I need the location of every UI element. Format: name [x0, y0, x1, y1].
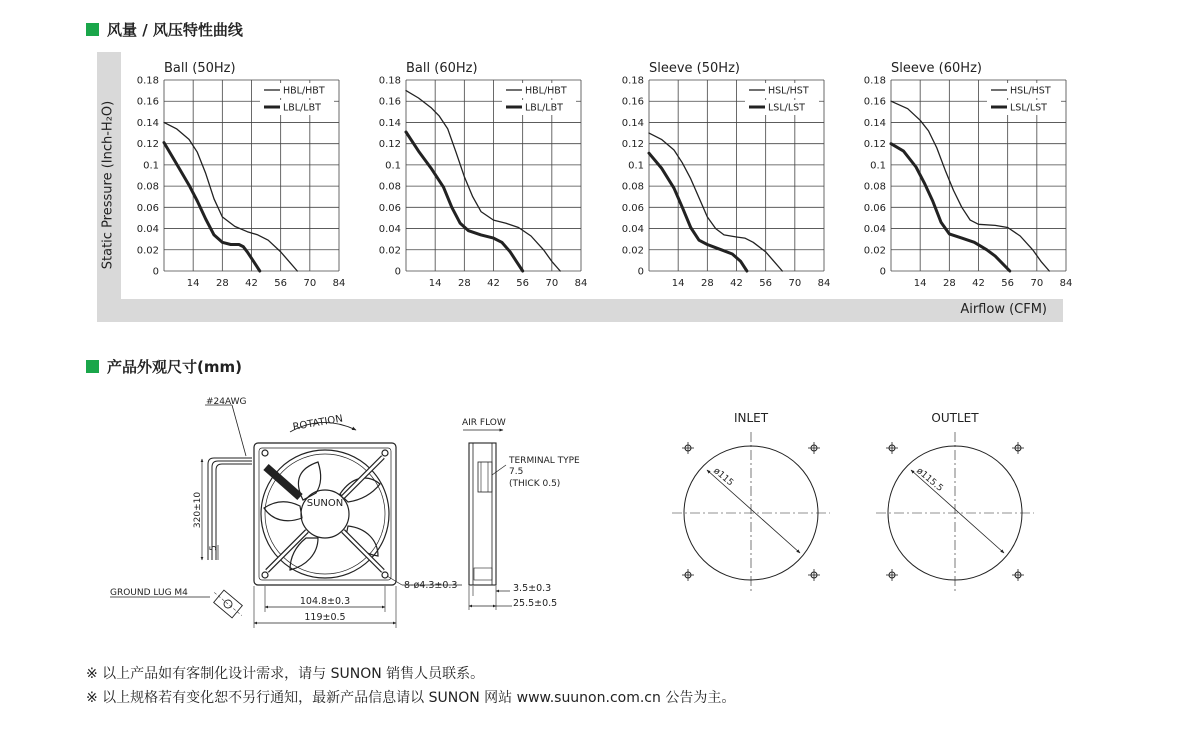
y-tick-label: 0.02 [136, 245, 159, 257]
outlet-diameter-label: ø115.5 [914, 466, 945, 494]
chart-title: Ball (60Hz) [406, 61, 478, 76]
ground-lug [209, 586, 247, 621]
x-tick-label: 14 [428, 278, 442, 289]
x-tick-label: 84 [332, 278, 346, 289]
y-tick-label: 0.18 [378, 75, 401, 87]
hole-spacing-label: 104.8±0.3 [299, 596, 351, 607]
terminal-type-line2: 7.5 [509, 467, 524, 477]
y-tick-label: 0.14 [863, 117, 886, 129]
x-tick-label: 14 [671, 278, 685, 289]
dims-section-title-text: 产品外观尺寸(mm) [107, 358, 242, 376]
y-tick-label: 0.12 [136, 139, 159, 151]
legend-label: HBL/HBT [283, 85, 325, 97]
x-tick-label: 14 [186, 278, 200, 289]
inlet-diameter-line [707, 470, 800, 553]
y-tick-label: 0.14 [621, 117, 644, 129]
legend-label: HSL/HST [1010, 85, 1051, 97]
y-tick-label: 0.18 [136, 75, 159, 87]
flange-thickness-label: 3.5±0.3 [513, 583, 552, 594]
side-foot [474, 568, 492, 580]
x-tick-label: 56 [516, 278, 530, 289]
x-tick-label: 56 [274, 278, 288, 289]
chart-title: Ball (50Hz) [164, 61, 236, 76]
depth-label: 25.5±0.5 [513, 598, 558, 609]
y-tick-label: 0.16 [863, 96, 886, 108]
x-tick-label: 70 [545, 278, 559, 289]
y-tick-label: 0.04 [863, 224, 886, 236]
x-tick-label: 70 [1030, 278, 1044, 289]
fan-blade [264, 502, 302, 521]
legend-label: HBL/HBT [525, 85, 567, 97]
x-tick-label: 28 [942, 278, 956, 289]
inlet-view [672, 432, 830, 594]
x-tick-label: 84 [574, 278, 588, 289]
brand-label: SUNON [306, 498, 344, 509]
x-tick-label: 28 [457, 278, 471, 289]
y-tick-label: 0.16 [378, 96, 401, 108]
x-tick-label: 14 [913, 278, 927, 289]
legend-label: LBL/LBT [525, 102, 563, 114]
x-tick-label: 28 [700, 278, 714, 289]
y-tick-label: 0 [879, 266, 886, 278]
lead-wire [208, 458, 252, 560]
mounting-hole [262, 572, 268, 578]
y-tick-label: 0.12 [621, 139, 644, 151]
y-tick-label: 0.04 [621, 224, 644, 236]
x-tick-label: 70 [303, 278, 317, 289]
rotation-label: ROTATION [291, 413, 344, 434]
x-tick-label: 84 [817, 278, 831, 289]
ground-lug-label: GROUND LUG M4 [110, 588, 188, 598]
inlet-label: INLET [733, 411, 769, 425]
hole-spec-label: 8-ø4.3±0.3 [404, 580, 458, 591]
terminal-type-line3: (THICK 0.5) [509, 479, 561, 489]
y-axis-label: Static Pressure (Inch-H₂O) [100, 100, 116, 270]
wire-label-leader [232, 405, 246, 456]
x-axis-label: Airflow (CFM) [960, 302, 1047, 317]
overall-size-label: 119±0.5 [304, 612, 346, 623]
x-tick-label: 28 [215, 278, 229, 289]
y-tick-label: 0.14 [378, 117, 401, 129]
y-tick-label: 0.06 [621, 202, 644, 214]
note-line-2: ※ 以上规格若有变化恕不另行通知，最新产品信息请以 SUNON 网站 www.suunon.com.cn 公告为主。 [86, 690, 736, 706]
y-tick-label: 0.16 [621, 96, 644, 108]
terminal-leader [492, 465, 506, 475]
y-tick-label: 0.1 [385, 160, 401, 172]
y-tick-label: 0 [637, 266, 644, 278]
outlet-view [876, 432, 1034, 594]
x-tick-label: 84 [1059, 278, 1073, 289]
outlet-label: OUTLET [931, 411, 979, 425]
y-tick-label: 0.16 [136, 96, 159, 108]
wire-gauge-label: #24AWG [206, 397, 247, 407]
y-tick-label: 0.1 [870, 160, 886, 172]
y-tick-label: 0 [152, 266, 159, 278]
x-tick-label: 42 [730, 278, 743, 289]
y-tick-label: 0.06 [863, 202, 886, 214]
y-tick-label: 0.08 [136, 181, 159, 193]
curves-section-title-text: 风量 / 风压特性曲线 [107, 21, 243, 39]
legend-label: LBL/LBT [283, 102, 321, 114]
x-tick-label: 56 [759, 278, 773, 289]
x-tick-label: 42 [487, 278, 500, 289]
y-tick-label: 0.02 [863, 245, 886, 257]
y-tick-label: 0.02 [378, 245, 401, 257]
legend-label: LSL/LST [1010, 102, 1047, 114]
legend-label: HSL/HST [768, 85, 809, 97]
y-tick-label: 0.04 [378, 224, 401, 236]
note-line-1: ※ 以上产品如有客制化设计需求，请与 SUNON 销售人员联系。 [86, 666, 485, 682]
y-tick-label: 0.14 [136, 117, 159, 129]
y-tick-label: 0.06 [378, 202, 401, 214]
x-tick-label: 56 [1001, 278, 1015, 289]
y-tick-label: 0.18 [621, 75, 644, 87]
x-tick-label: 42 [972, 278, 985, 289]
terminal-type-line1: TERMINAL TYPE [509, 456, 580, 466]
y-tick-label: 0.12 [863, 139, 886, 151]
x-tick-label: 70 [788, 278, 802, 289]
y-tick-label: 0.08 [378, 181, 401, 193]
chart-title: Sleeve (50Hz) [649, 61, 740, 76]
y-tick-label: 0.08 [863, 181, 886, 193]
terminal [478, 462, 492, 492]
y-tick-label: 0.02 [621, 245, 644, 257]
strip-length-label: 5 [209, 545, 219, 551]
y-tick-label: 0 [394, 266, 401, 278]
lead-wire [216, 464, 252, 560]
y-tick-label: 0.18 [863, 75, 886, 87]
airflow-label: AIR FLOW [462, 418, 506, 428]
mounting-hole [382, 450, 388, 456]
legend-label: LSL/LST [768, 102, 805, 114]
y-tick-label: 0.1 [628, 160, 644, 172]
y-tick-label: 0.04 [136, 224, 159, 236]
inlet-diameter-label: ø115 [711, 466, 736, 489]
mounting-hole [382, 572, 388, 578]
y-tick-label: 0.1 [143, 160, 159, 172]
y-tick-label: 0.12 [378, 139, 401, 151]
lead-length-label: 320±10 [193, 491, 203, 529]
fan-side-view [463, 430, 512, 610]
chart-title: Sleeve (60Hz) [891, 61, 982, 76]
y-tick-label: 0.06 [136, 202, 159, 214]
x-tick-label: 42 [245, 278, 258, 289]
y-tick-label: 0.08 [621, 181, 644, 193]
mounting-hole [262, 450, 268, 456]
